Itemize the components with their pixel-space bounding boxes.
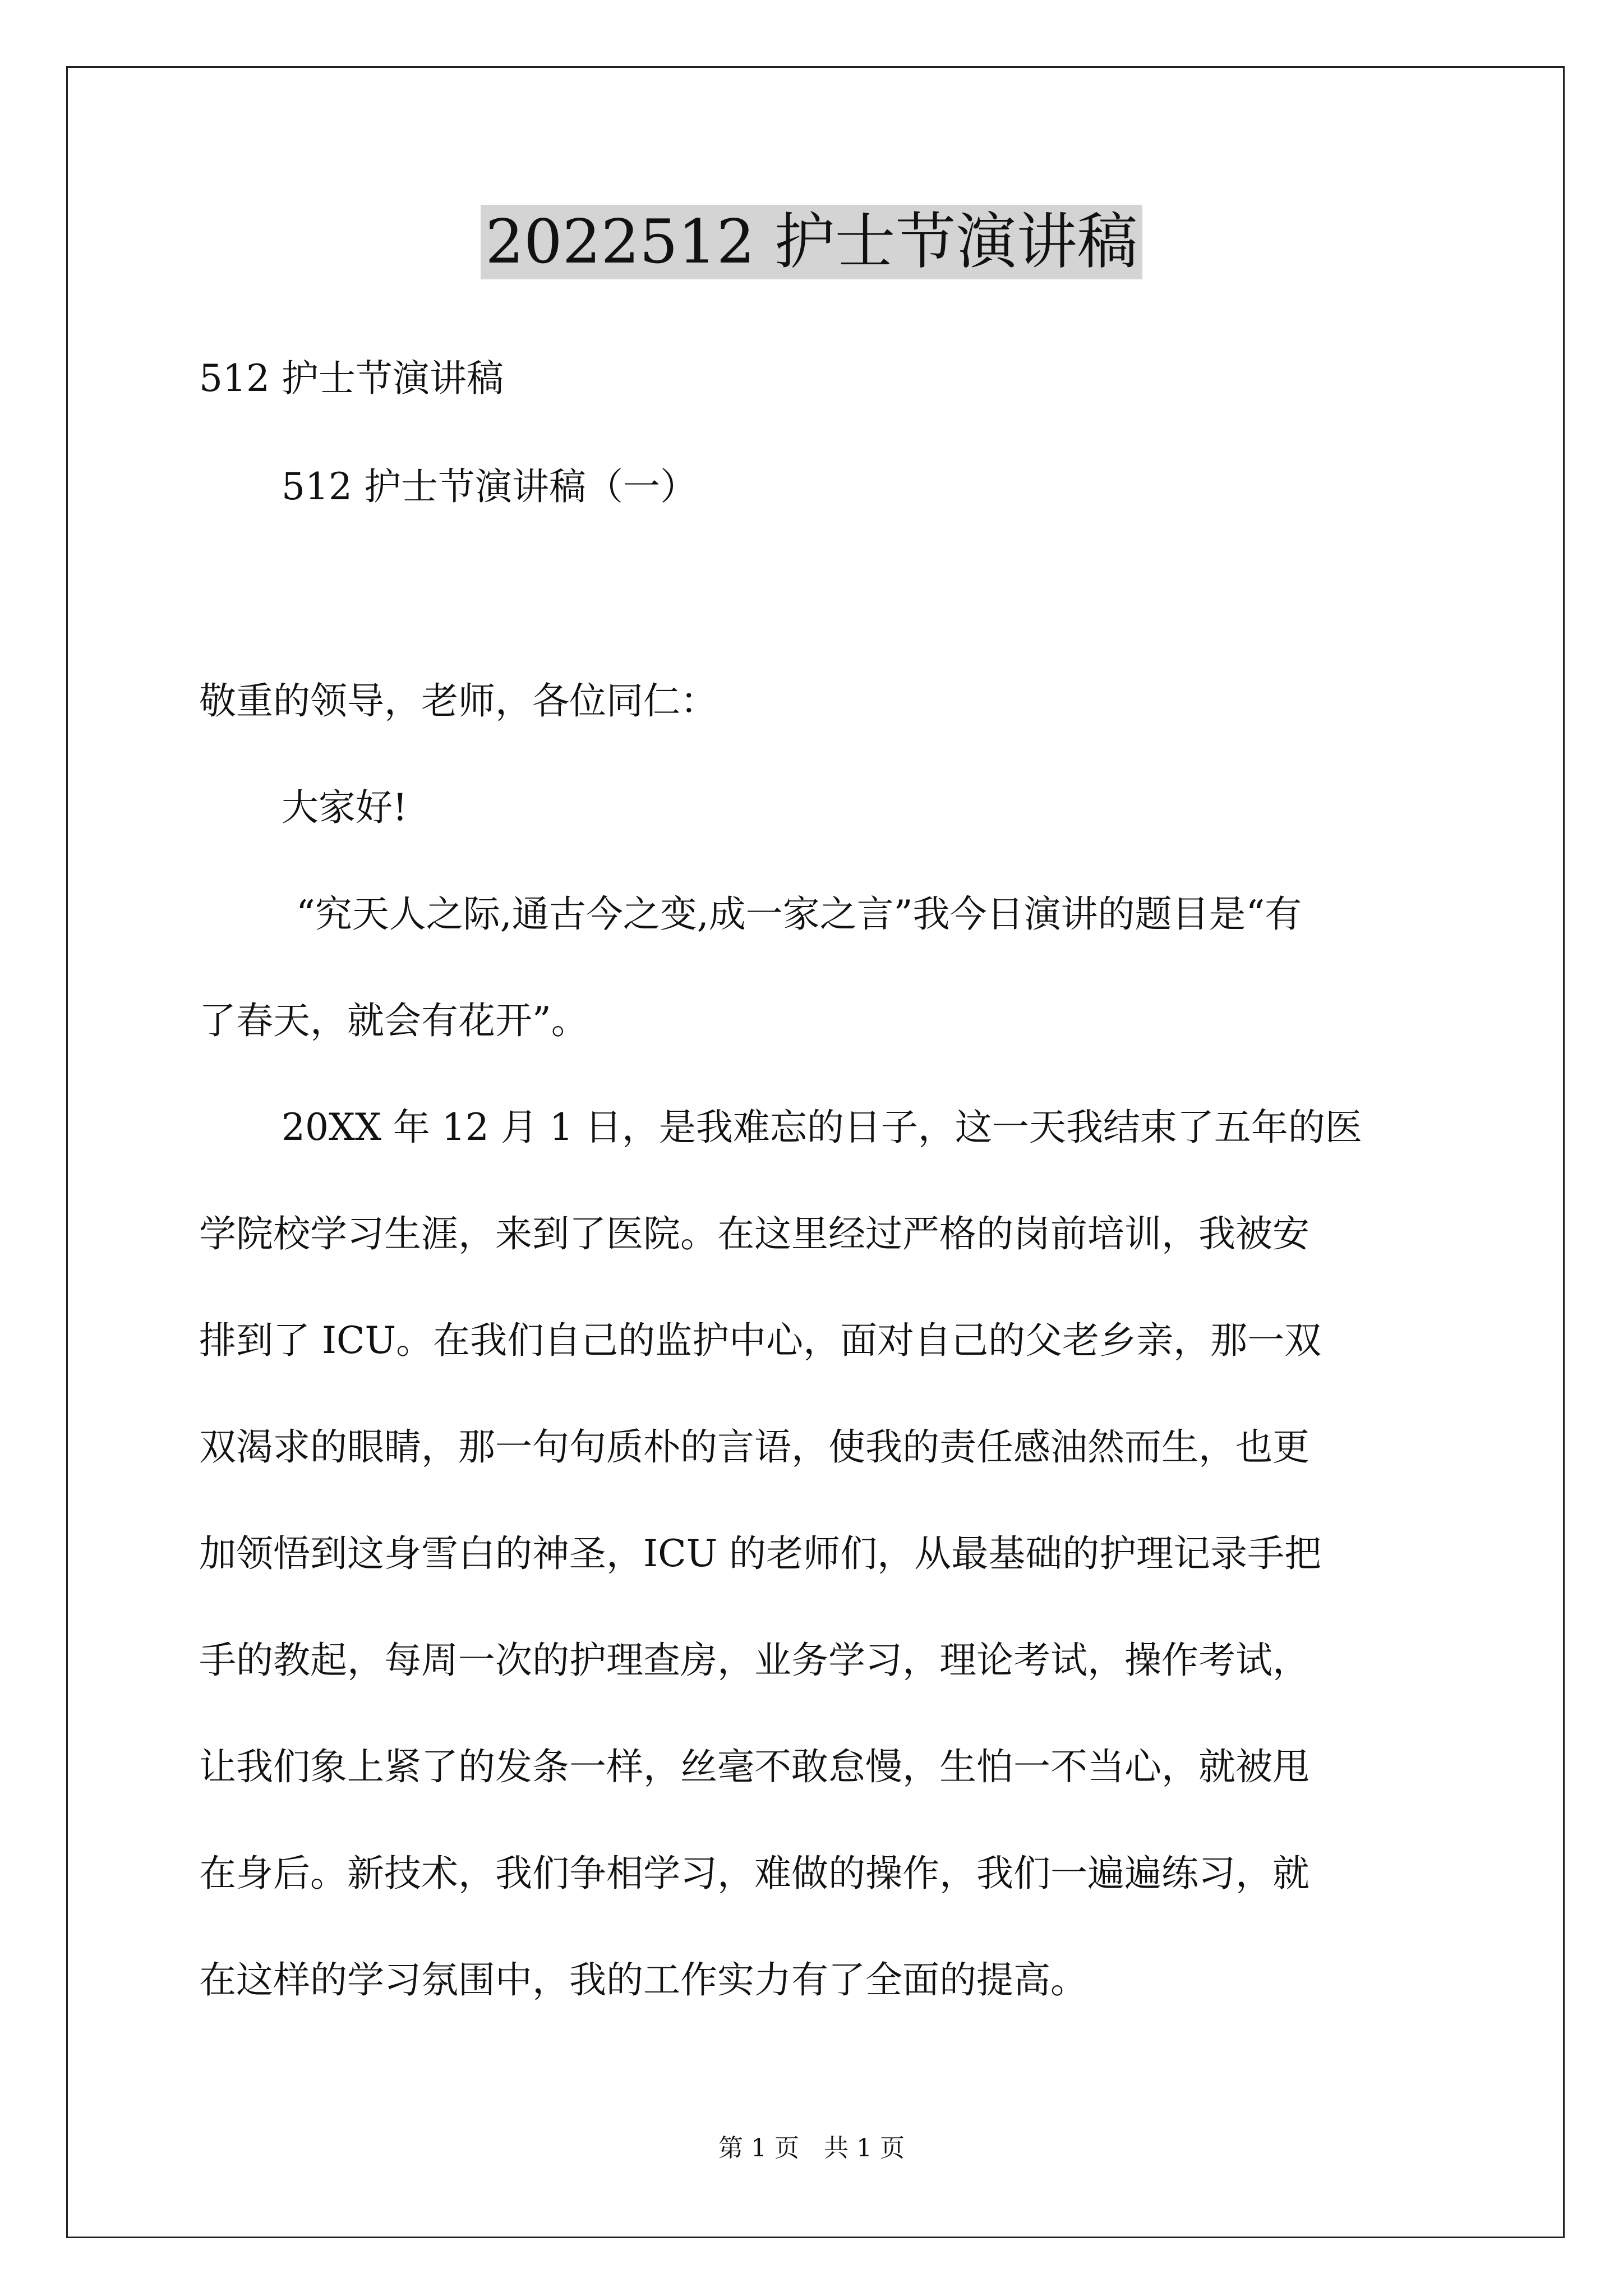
salutation: 敬重的领导，老师，各位同仁： — [199, 679, 717, 723]
paragraph-line: 学院校学习生涯，来到了医院。在这里经过严格的岗前培训，我被安 — [199, 1212, 1310, 1255]
paragraph-line: 在这样的学习氛围中，我的工作实力有了全面的提高。 — [199, 1958, 1087, 2001]
paragraph-line: “究天人之际,通古今之变,成一家之言”我今日演讲的题目是“有 — [296, 892, 1302, 936]
paragraph-line: 让我们象上紧了的发条一样，丝毫不敢怠慢，生怕一不当心，就被甩 — [199, 1745, 1310, 1788]
paragraph-line: 加领悟到这身雪白的神圣，ICU 的老师们，从最基础的护理记录手把 — [199, 1532, 1322, 1575]
paragraph-line: 了春天，就会有花开”。 — [199, 999, 588, 1042]
subtitle: 512 护士节演讲稿 — [199, 357, 504, 400]
paragraph-line: 排到了 ICU。在我们自己的监护中心，面对自己的父老乡亲，那一双 — [199, 1319, 1322, 1362]
page-footer: 第 1 页 共 1 页 — [718, 2134, 905, 2162]
paragraph-line: 20XX 年 12 月 1 日，是我难忘的日子，这一天我结束了五年的医 — [282, 1106, 1362, 1149]
greeting: 大家好! — [282, 786, 408, 829]
paragraph-line: 在身后。新技术，我们争相学习，难做的操作，我们一遍遍练习，就 — [199, 1852, 1310, 1895]
section-heading: 512 护士节演讲稿（一） — [282, 465, 697, 508]
paragraph-line: 手的教起，每周一次的护理查房，业务学习，理论考试，操作考试， — [199, 1639, 1310, 1682]
paragraph-line: 双渴求的眼睛，那一句句质朴的言语，使我的责任感油然而生，也更 — [199, 1425, 1310, 1469]
document-title: 2022512 护士节演讲稿 — [0, 203, 1623, 282]
